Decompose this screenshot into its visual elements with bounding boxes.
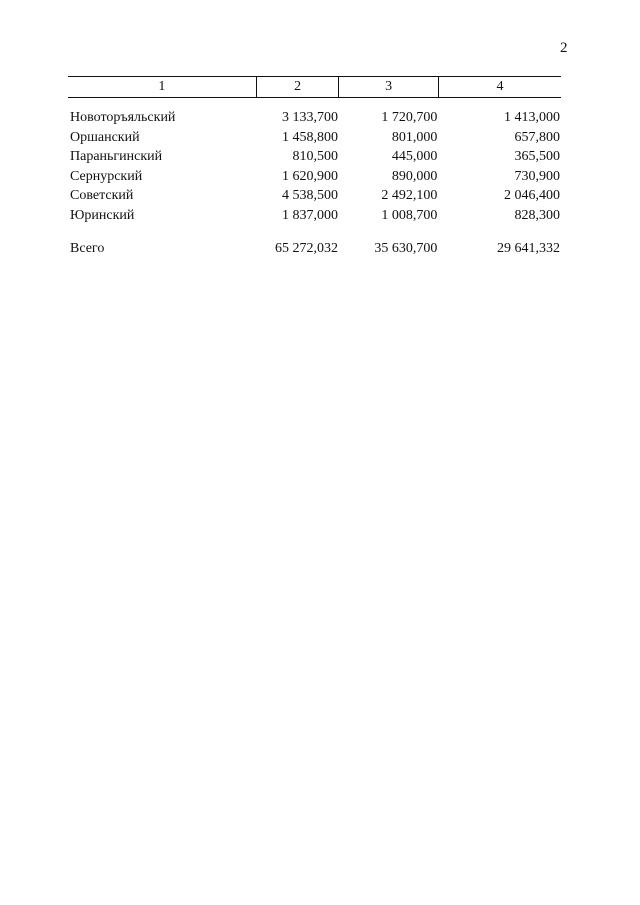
value-col-4: 365,500 <box>514 149 560 164</box>
value-col-2: 4 538,500 <box>281 188 338 203</box>
total-col-4: 29 641,332 <box>497 241 560 256</box>
district-name: Сернурский <box>70 168 143 184</box>
value-col-2: 3 133,700 <box>281 110 338 125</box>
header-row <box>68 77 561 98</box>
column-header-2: 2 <box>256 77 339 98</box>
value-col-3: 445,000 <box>391 149 438 164</box>
total-col-2: 65 272,032 <box>274 241 338 256</box>
table-row <box>68 206 561 226</box>
value-col-4: 828,300 <box>514 207 560 223</box>
value-col-3: 2 492,100 <box>381 188 438 203</box>
district-name: Новоторъяльский <box>70 110 176 125</box>
table-row <box>68 128 561 148</box>
table-row <box>68 186 561 206</box>
column-header-1: 1 <box>68 77 256 98</box>
value-col-4: 1 413,000 <box>504 110 560 125</box>
value-col-3: 1 720,700 <box>381 110 438 125</box>
value-col-2: 810,500 <box>292 149 338 164</box>
value-col-4: 2 046,400 <box>504 188 560 203</box>
column-header-3: 3 <box>339 77 438 98</box>
value-col-3: 801,000 <box>391 129 438 145</box>
district-name: Параньгинский <box>70 149 163 164</box>
total-col-3: 35 630,700 <box>374 241 438 256</box>
table-row <box>68 167 561 187</box>
spacer-row <box>68 225 561 239</box>
total-label: Всего <box>70 241 105 256</box>
value-col-4: 657,800 <box>514 129 560 145</box>
value-col-3: 890,000 <box>391 168 438 184</box>
page-number: 2 <box>560 40 568 56</box>
value-col-3: 1 008,700 <box>381 207 438 223</box>
table-row <box>68 108 561 128</box>
data-table <box>68 76 561 259</box>
total-row <box>68 239 561 259</box>
district-name: Советский <box>70 188 134 203</box>
value-col-2: 1 837,000 <box>281 207 338 223</box>
district-name: Юринский <box>70 207 135 223</box>
column-header-4: 4 <box>438 77 561 98</box>
table-row <box>68 147 561 167</box>
value-col-2: 1 458,800 <box>281 129 338 145</box>
spacer-row <box>68 98 561 109</box>
value-col-2: 1 620,900 <box>281 168 338 184</box>
district-name: Оршанский <box>70 129 140 145</box>
value-col-4: 730,900 <box>514 168 560 184</box>
